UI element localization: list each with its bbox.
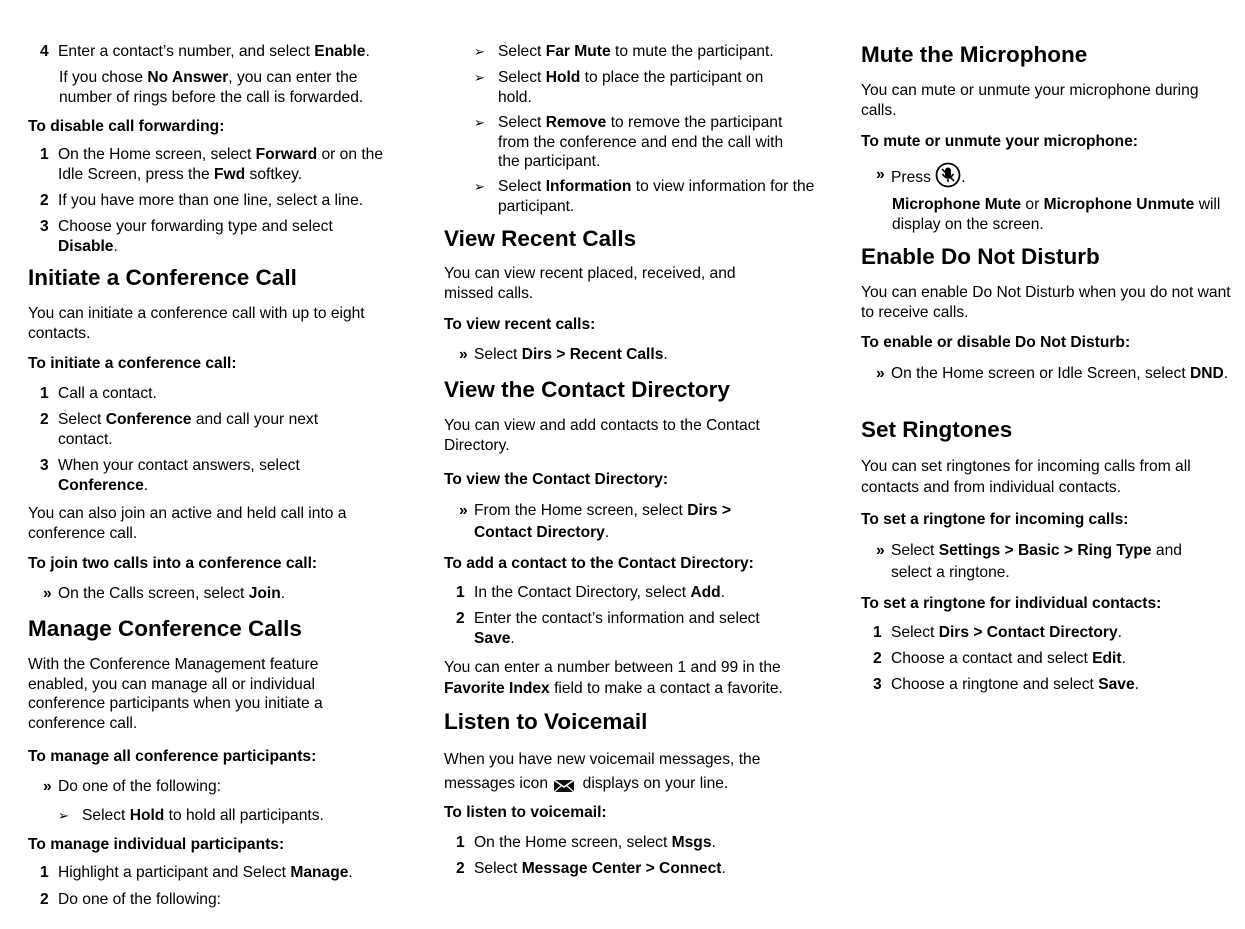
heading-contact-directory: View the Contact Directory [444,377,730,402]
heading-do-not-disturb: Enable Do Not Disturb [861,244,1100,269]
voicemail-step-2: 2 Select Message Center > Connect. [456,860,726,877]
ringtone-incoming-step: » Select Settings > Basic > Ring Type and select a ringtone. [876,542,1182,581]
add-step-2: 2 Enter the contact’s information and select Save. [456,610,760,647]
fwd-step-4: 4 Enter a contact’s number, and select Enable. [40,43,370,60]
manage-ind-step-2: 2 Do one of the following: [40,891,221,908]
initiate-step-3: 3 When your contact answers, select Conference. [40,457,300,494]
mute-step: » Press . [861,162,1233,197]
disable-step-2: 2 If you have more than one line, select a line. [40,192,364,209]
initiate-step-1: 1 Call a contact. [40,385,157,402]
bullet: » [43,585,52,602]
manage-all-sub: ➢ Select Hold to hold all participants. [58,807,324,824]
directory-label: To view the Contact Directory: [444,471,669,488]
sub-remove: ➢ Select Remove to remove the participant from the conference and end the call with the participant. [474,114,784,170]
join-description: You can also join an active and held call into a conference call. [28,505,347,542]
ringtone-step-3: 3 Choose a ringtone and select Save. [873,676,1139,693]
step-number: 4 [40,43,49,60]
manage-all-label: To manage all conference participants: [28,748,317,765]
mute-label: To mute or unmute your microphone: [861,133,1138,150]
disable-step-1: 1 On the Home screen, select Forward or on the Idle Screen, press the Fwd softkey. [40,146,384,183]
initiate-step-2: 2 Select Conference and call your next contact. [40,411,319,448]
add-step-1: 1 In the Contact Directory, select Add. [456,584,726,601]
voicemail-step-1: 1 On the Home screen, select Msgs. [456,834,716,851]
favorite-description: You can enter a number between 1 and 99 in the Favorite Index field to make a contact a favorite. [444,659,783,697]
heading-set-ringtones: Set Ringtones [861,417,1013,442]
join-label: To join two calls into a conference call: [28,555,318,572]
manage-all-step: » Do one of the following: [43,778,221,795]
sub-hold: ➢ Select Hold to place the participant on hold. [474,69,764,106]
fwd-step-4-note: If you chose No Answer, you can enter the number of rings before the call is forwarded. [59,69,364,106]
disable-step-3: 3 Choose your forwarding type and select Disable. [40,218,333,255]
directory-step: » From the Home screen, select Dirs > Contact Directory. [459,502,731,541]
ringtone-description: You can set ringtones for incoming calls from all contacts and from individual contacts. [861,458,1191,496]
disable-forwarding-label: To disable call forwarding: [28,118,225,135]
manage-ind-step-1: 1 Highlight a participant and Select Manage. [40,864,353,881]
message-envelope-icon [552,778,578,802]
recent-step: » Select Dirs > Recent Calls. [459,346,668,363]
mute-description: You can mute or unmute your microphone during calls. [861,82,1199,119]
dnd-step: » On the Home screen or Idle Screen, select DND. [876,365,1229,382]
sub-information: ➢ Select Information to view information for the participant. [474,178,815,215]
voicemail-description: When you have new voicemail messages, the messages icon displays on your line. [444,748,804,802]
ringtone-step-2: 2 Choose a contact and select Edit. [873,650,1126,667]
manage-individual-label: To manage individual participants: [28,836,285,853]
recent-description: You can view recent placed, received, and missed calls. [444,265,736,302]
dnd-label: To enable or disable Do Not Disturb: [861,334,1131,351]
microphone-mute-icon [935,162,961,197]
voicemail-label: To listen to voicemail: [444,804,607,821]
heading-recent-calls: View Recent Calls [444,226,637,251]
ringtone-step-1: 1 Select Dirs > Contact Directory. [873,624,1122,641]
directory-description: You can view and add contacts to the Contact Directory. [444,417,760,454]
mute-result: Microphone Mute or Microphone Unmute will display on the screen. [892,196,1221,233]
join-step: » On the Calls screen, select Join. [43,585,286,602]
initiate-description: You can initiate a conference call with up to eight contacts. [28,305,365,342]
recent-label: To view recent calls: [444,316,596,333]
initiate-label: To initiate a conference call: [28,355,237,372]
arrow-bullet: ➢ [58,808,69,823]
heading-voicemail: Listen to Voicemail [444,709,648,734]
manage-description: With the Conference Management feature enabled, you can manage all or individual conference participants when you initiate a conference call. [28,656,323,732]
ringtone-individual-label: To set a ringtone for individual contacts: [861,595,1162,612]
ringtone-incoming-label: To set a ringtone for incoming calls: [861,511,1129,528]
heading-initiate-conference: Initiate a Conference Call [28,265,297,290]
dnd-description: You can enable Do Not Disturb when you do not want to receive calls. [861,284,1231,321]
add-contact-label: To add a contact to the Contact Directory: [444,555,754,572]
heading-manage-conference: Manage Conference Calls [28,616,302,641]
sub-far-mute: ➢ Select Far Mute to mute the participant. [474,43,774,60]
heading-mute-microphone: Mute the Microphone [861,42,1088,67]
